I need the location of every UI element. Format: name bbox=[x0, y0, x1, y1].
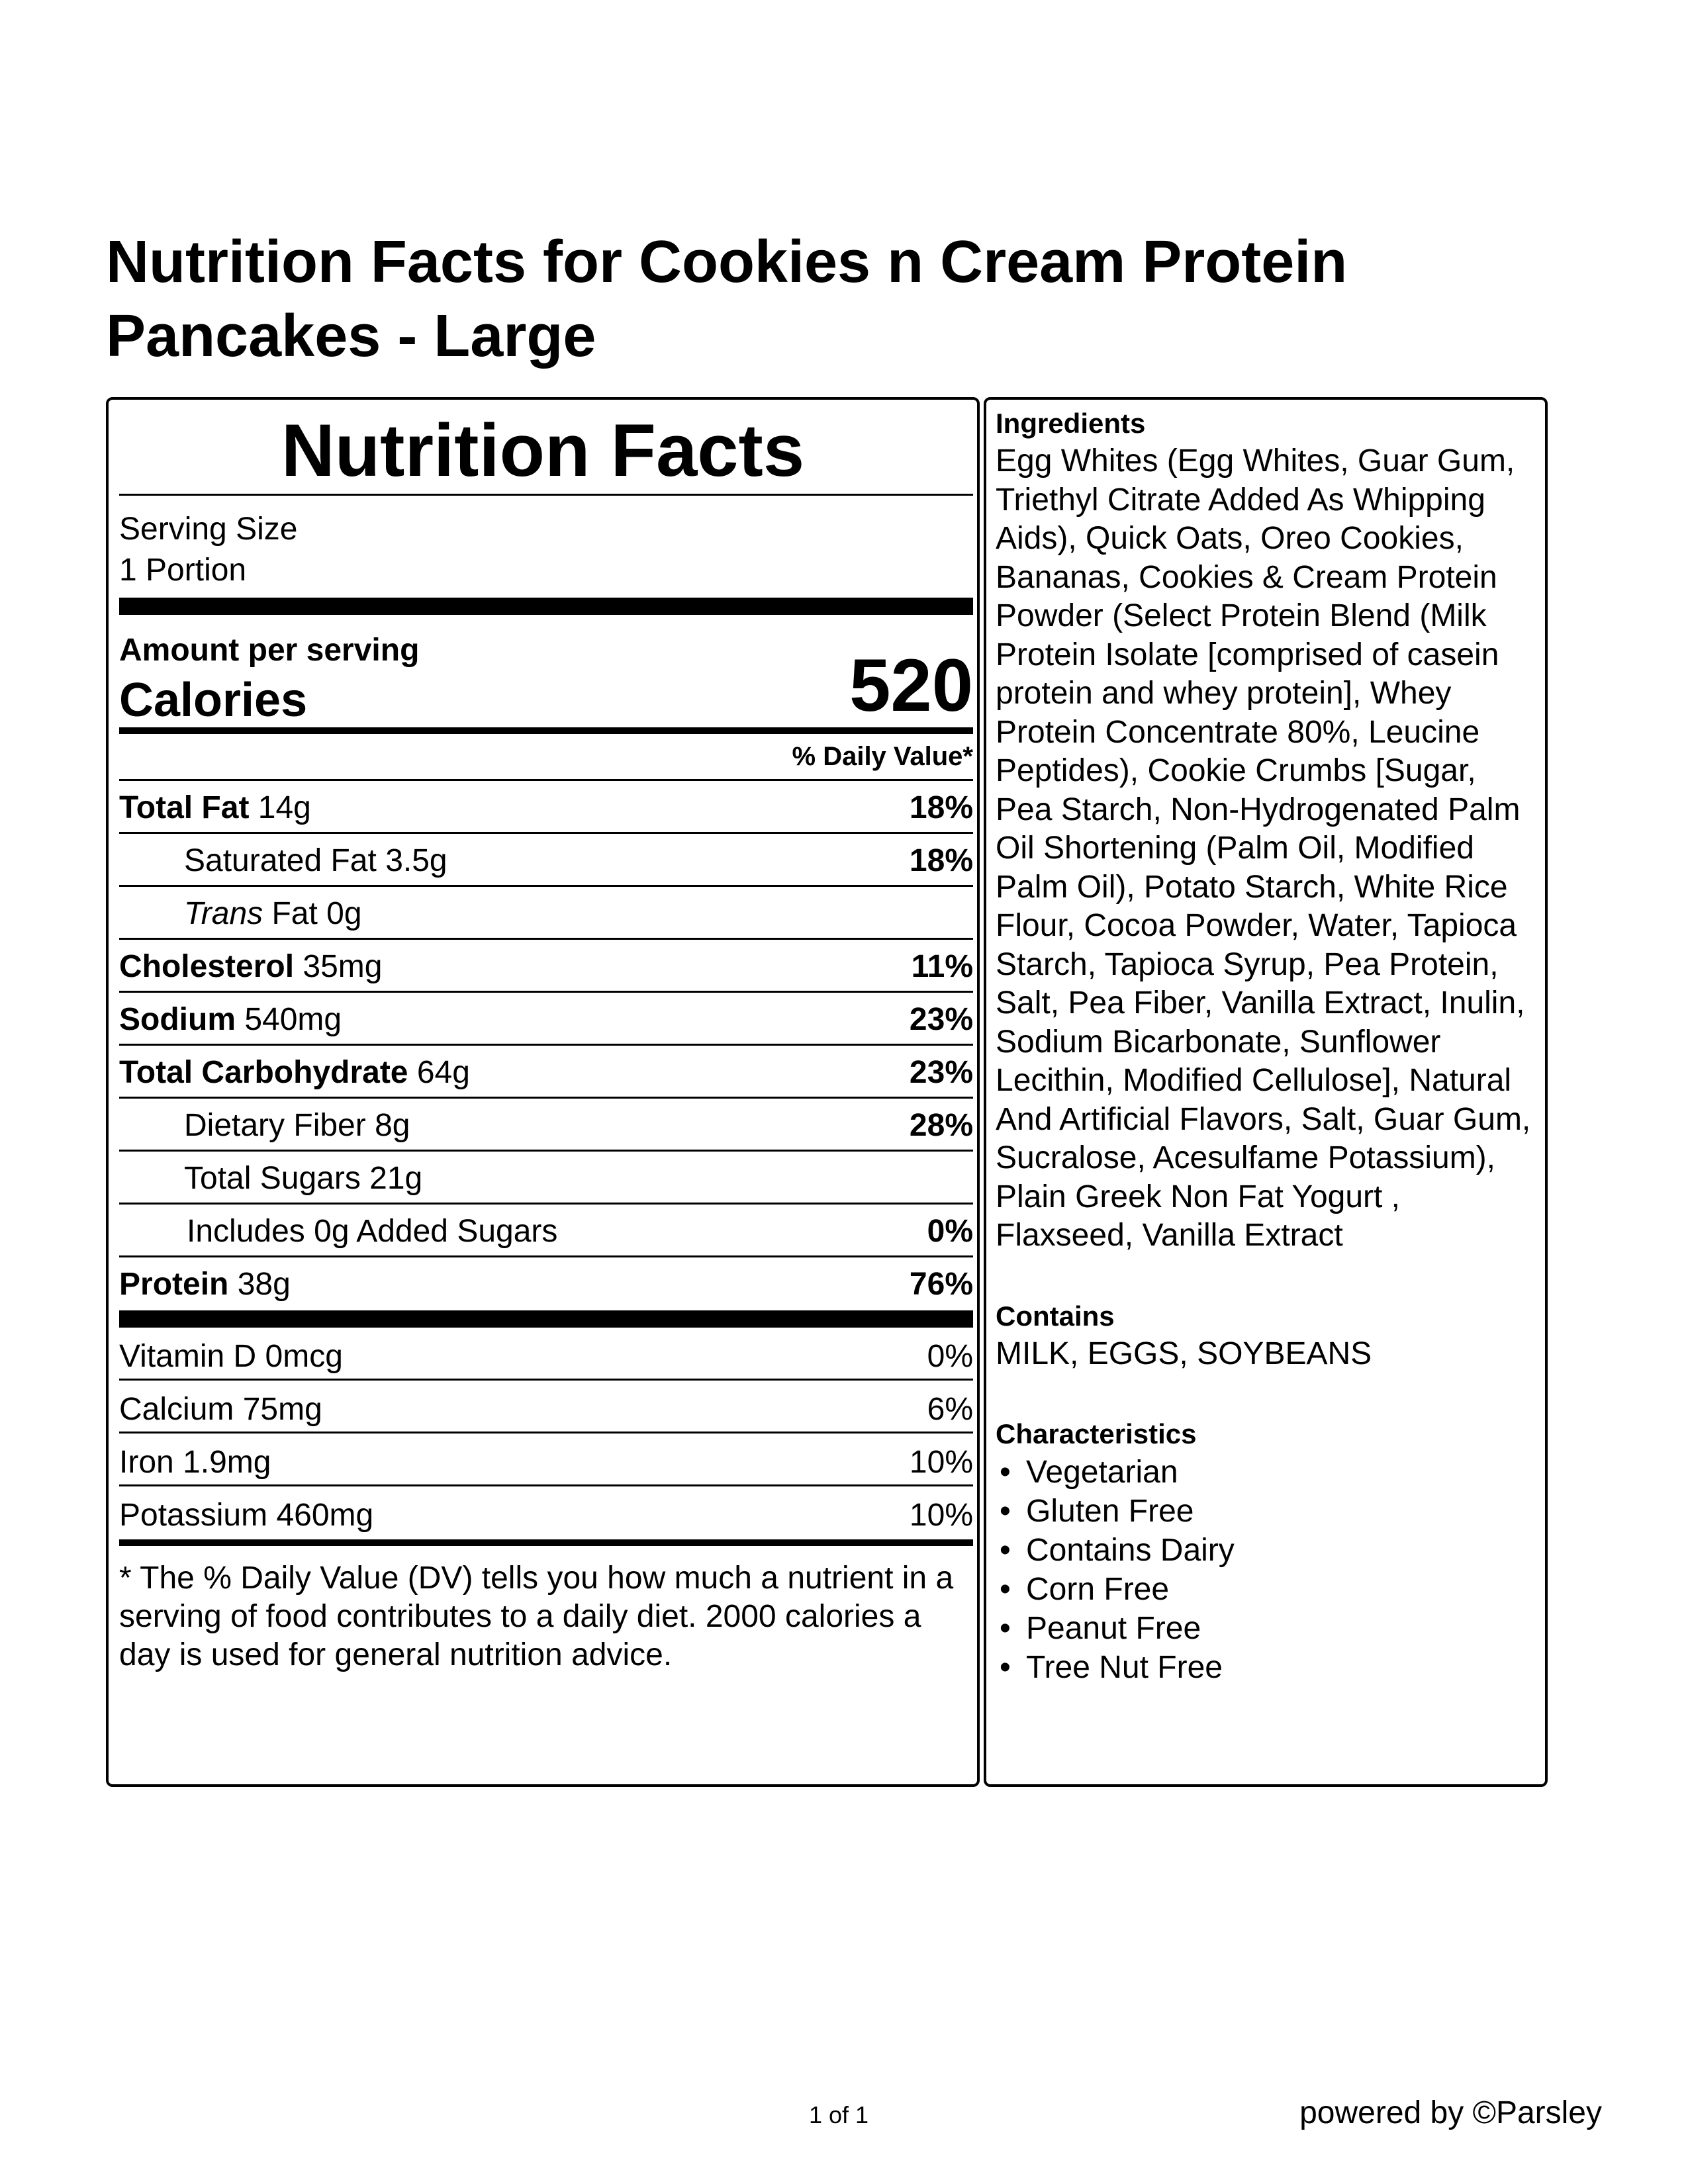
nutrient-dv: 11% bbox=[911, 949, 973, 984]
vitamin-name: Calcium bbox=[119, 1392, 234, 1427]
characteristic-item: • Corn Free bbox=[996, 1570, 1538, 1609]
contains-heading: Contains bbox=[996, 1300, 1115, 1332]
nutrient-row-dietary-fiber bbox=[119, 1099, 973, 1152]
nutrient-name: Saturated Fat bbox=[184, 843, 377, 878]
nutrient-dv: 23% bbox=[909, 1055, 973, 1090]
vitamin-row-calcium bbox=[119, 1381, 973, 1433]
bullet-icon: • bbox=[1000, 1572, 1011, 1607]
characteristic-item: • Peanut Free bbox=[996, 1609, 1538, 1648]
nutrition-facts-heading: Nutrition Facts bbox=[281, 409, 805, 492]
daily-value-header: % Daily Value* bbox=[792, 742, 973, 771]
vitamin-dv: 10% bbox=[909, 1445, 973, 1480]
serving-size-value: 1 Portion bbox=[119, 553, 247, 588]
vitamin-row-iron bbox=[119, 1433, 973, 1486]
vitamin-row-vitamin-d bbox=[119, 1328, 973, 1381]
nutrient-row-added-sugars bbox=[119, 1205, 973, 1257]
vitamin-row-potassium bbox=[119, 1486, 973, 1539]
vitamin-amount: 1.9mg bbox=[183, 1445, 271, 1480]
characteristic-item: • Gluten Free bbox=[996, 1492, 1538, 1531]
nutrient-amount: 64g bbox=[416, 1055, 470, 1090]
ingredients-text: Egg Whites (Egg Whites, Guar Gum, Triethyl Citrate Added As Whipping Aids), Quick Oats, Oreo Cookies, Bananas, Cookies & Cream Protein Powder (Select Protein Blend (Milk Protein Isolate [comprised of casein protein and whey protein], Whey Protein Concentrate 80%, Leucine Peptides), Cookie Crumbs [Sugar, Pea Starch, Non-Hydrogenated Palm Oil Shortening (Palm Oil, Modified Palm Oil), Potato Starch, White Rice Flour, Cocoa Powder, Water, Tapioca Starch, Tapioca Syrup, Pea Protein, Salt, Pea Fiber, Vanilla Extract, Inulin, Sodium Bicarbonate, Sunflower Lecithin, Modified Cellulose], Natural And Artificial Flavors, Salt, Guar Gum, Sucralose, Acesulfame Potassium), Plain Greek Non Fat Yogurt , Flaxseed, Vanilla Extract bbox=[996, 443, 1531, 1253]
characteristic-item: • Tree Nut Free bbox=[996, 1648, 1538, 1687]
bullet-icon: • bbox=[1000, 1455, 1011, 1490]
nutrient-row-total-fat bbox=[119, 781, 973, 834]
vitamin-name: Vitamin D bbox=[119, 1339, 257, 1374]
vitamin-dv: 0% bbox=[927, 1339, 973, 1374]
ingredients-panel bbox=[984, 397, 1548, 1787]
nutrient-row-total-carbohydrate bbox=[119, 1046, 973, 1099]
nutrient-dv: 76% bbox=[909, 1267, 973, 1302]
characteristics-heading: Characteristics bbox=[996, 1418, 1197, 1449]
nutrient-dv: 23% bbox=[909, 1002, 973, 1037]
nutrient-name: Dietary Fiber bbox=[184, 1108, 366, 1143]
nutrient-dv: 18% bbox=[909, 790, 973, 825]
amount-per-serving-label: Amount per serving bbox=[119, 633, 420, 668]
bullet-icon: • bbox=[1000, 1650, 1011, 1685]
serving-size-label: Serving Size bbox=[119, 512, 298, 547]
nutrient-amount: 8g bbox=[375, 1108, 410, 1143]
nutrient-dv: 28% bbox=[909, 1108, 973, 1143]
nutrient-name: Sodium bbox=[119, 1002, 236, 1037]
nutrient-name: Total Carbohydrate bbox=[119, 1055, 408, 1090]
nutrient-dv: 18% bbox=[909, 843, 973, 878]
vitamin-amount: 0mcg bbox=[265, 1339, 343, 1374]
page-title: Nutrition Facts for Cookies n Cream Protein Pancakes - Large bbox=[106, 229, 1348, 369]
nutrient-row-cholesterol bbox=[119, 940, 973, 993]
bullet-icon: • bbox=[1000, 1494, 1011, 1529]
calories-value: 520 bbox=[849, 644, 973, 727]
nutrient-amount: 21g bbox=[369, 1161, 423, 1196]
vitamin-amount: 460mg bbox=[276, 1498, 374, 1533]
daily-value-footnote: * The % Daily Value (DV) tells you how much a nutrient in a serving of food contributes to a daily diet. 2000 calories a day is used for general nutrition advice. bbox=[119, 1561, 954, 1672]
characteristics-list bbox=[996, 1453, 1538, 1687]
vitamin-name: Potassium bbox=[119, 1498, 268, 1533]
vitamin-dv: 6% bbox=[927, 1392, 973, 1427]
calories-label: Calories bbox=[119, 674, 308, 727]
powered-by: powered by ©Parsley bbox=[1299, 2095, 1602, 2130]
nutrient-row-total-sugars bbox=[119, 1152, 973, 1205]
ingredients-heading: Ingredients bbox=[996, 408, 1146, 439]
nutrient-name: Total Fat bbox=[119, 790, 250, 825]
nutrient-amount: 540mg bbox=[244, 1002, 342, 1037]
nutrient-amount: 35mg bbox=[303, 949, 383, 984]
contains-text: MILK, EGGS, SOYBEANS bbox=[996, 1336, 1372, 1371]
vitamin-dv: 10% bbox=[909, 1498, 973, 1533]
nutrient-amount: 3.5g bbox=[385, 843, 447, 878]
nutrient-amount: 14g bbox=[258, 790, 311, 825]
page-number: 1 of 1 bbox=[809, 2101, 869, 2128]
divider-thick bbox=[119, 1310, 973, 1328]
bullet-icon: • bbox=[1000, 1611, 1011, 1646]
nutrient-name: Includes 0g Added Sugars bbox=[187, 1214, 558, 1249]
nutrition-facts-panel bbox=[106, 397, 980, 1787]
characteristic-item: • Contains Dairy bbox=[996, 1531, 1538, 1570]
bullet-icon: • bbox=[1000, 1533, 1011, 1568]
divider-thick bbox=[119, 598, 973, 615]
nutrition-facts-body bbox=[119, 494, 973, 1674]
nutrient-row-sodium bbox=[119, 993, 973, 1046]
vitamin-name: Iron bbox=[119, 1445, 174, 1480]
nutrient-row-protein bbox=[119, 1257, 973, 1310]
calories-section bbox=[119, 615, 973, 727]
serving-size bbox=[119, 496, 973, 598]
nutrient-name: Cholesterol bbox=[119, 949, 295, 984]
nutrient-amount: 38g bbox=[237, 1267, 291, 1302]
nutrient-name: Total Sugars bbox=[184, 1161, 361, 1196]
divider-medium bbox=[119, 727, 973, 734]
nutrient-name: Trans bbox=[184, 896, 263, 931]
nutrient-name: Protein bbox=[119, 1267, 229, 1302]
nutrient-row-saturated-fat bbox=[119, 834, 973, 887]
nutrient-dv: 0% bbox=[927, 1214, 973, 1249]
nutrient-amount: Fat 0g bbox=[271, 896, 362, 931]
vitamin-amount: 75mg bbox=[242, 1392, 322, 1427]
characteristic-item: • Vegetarian bbox=[996, 1453, 1538, 1492]
nutrient-row-trans-fat bbox=[119, 887, 973, 940]
ingredients-content bbox=[996, 405, 1538, 1687]
